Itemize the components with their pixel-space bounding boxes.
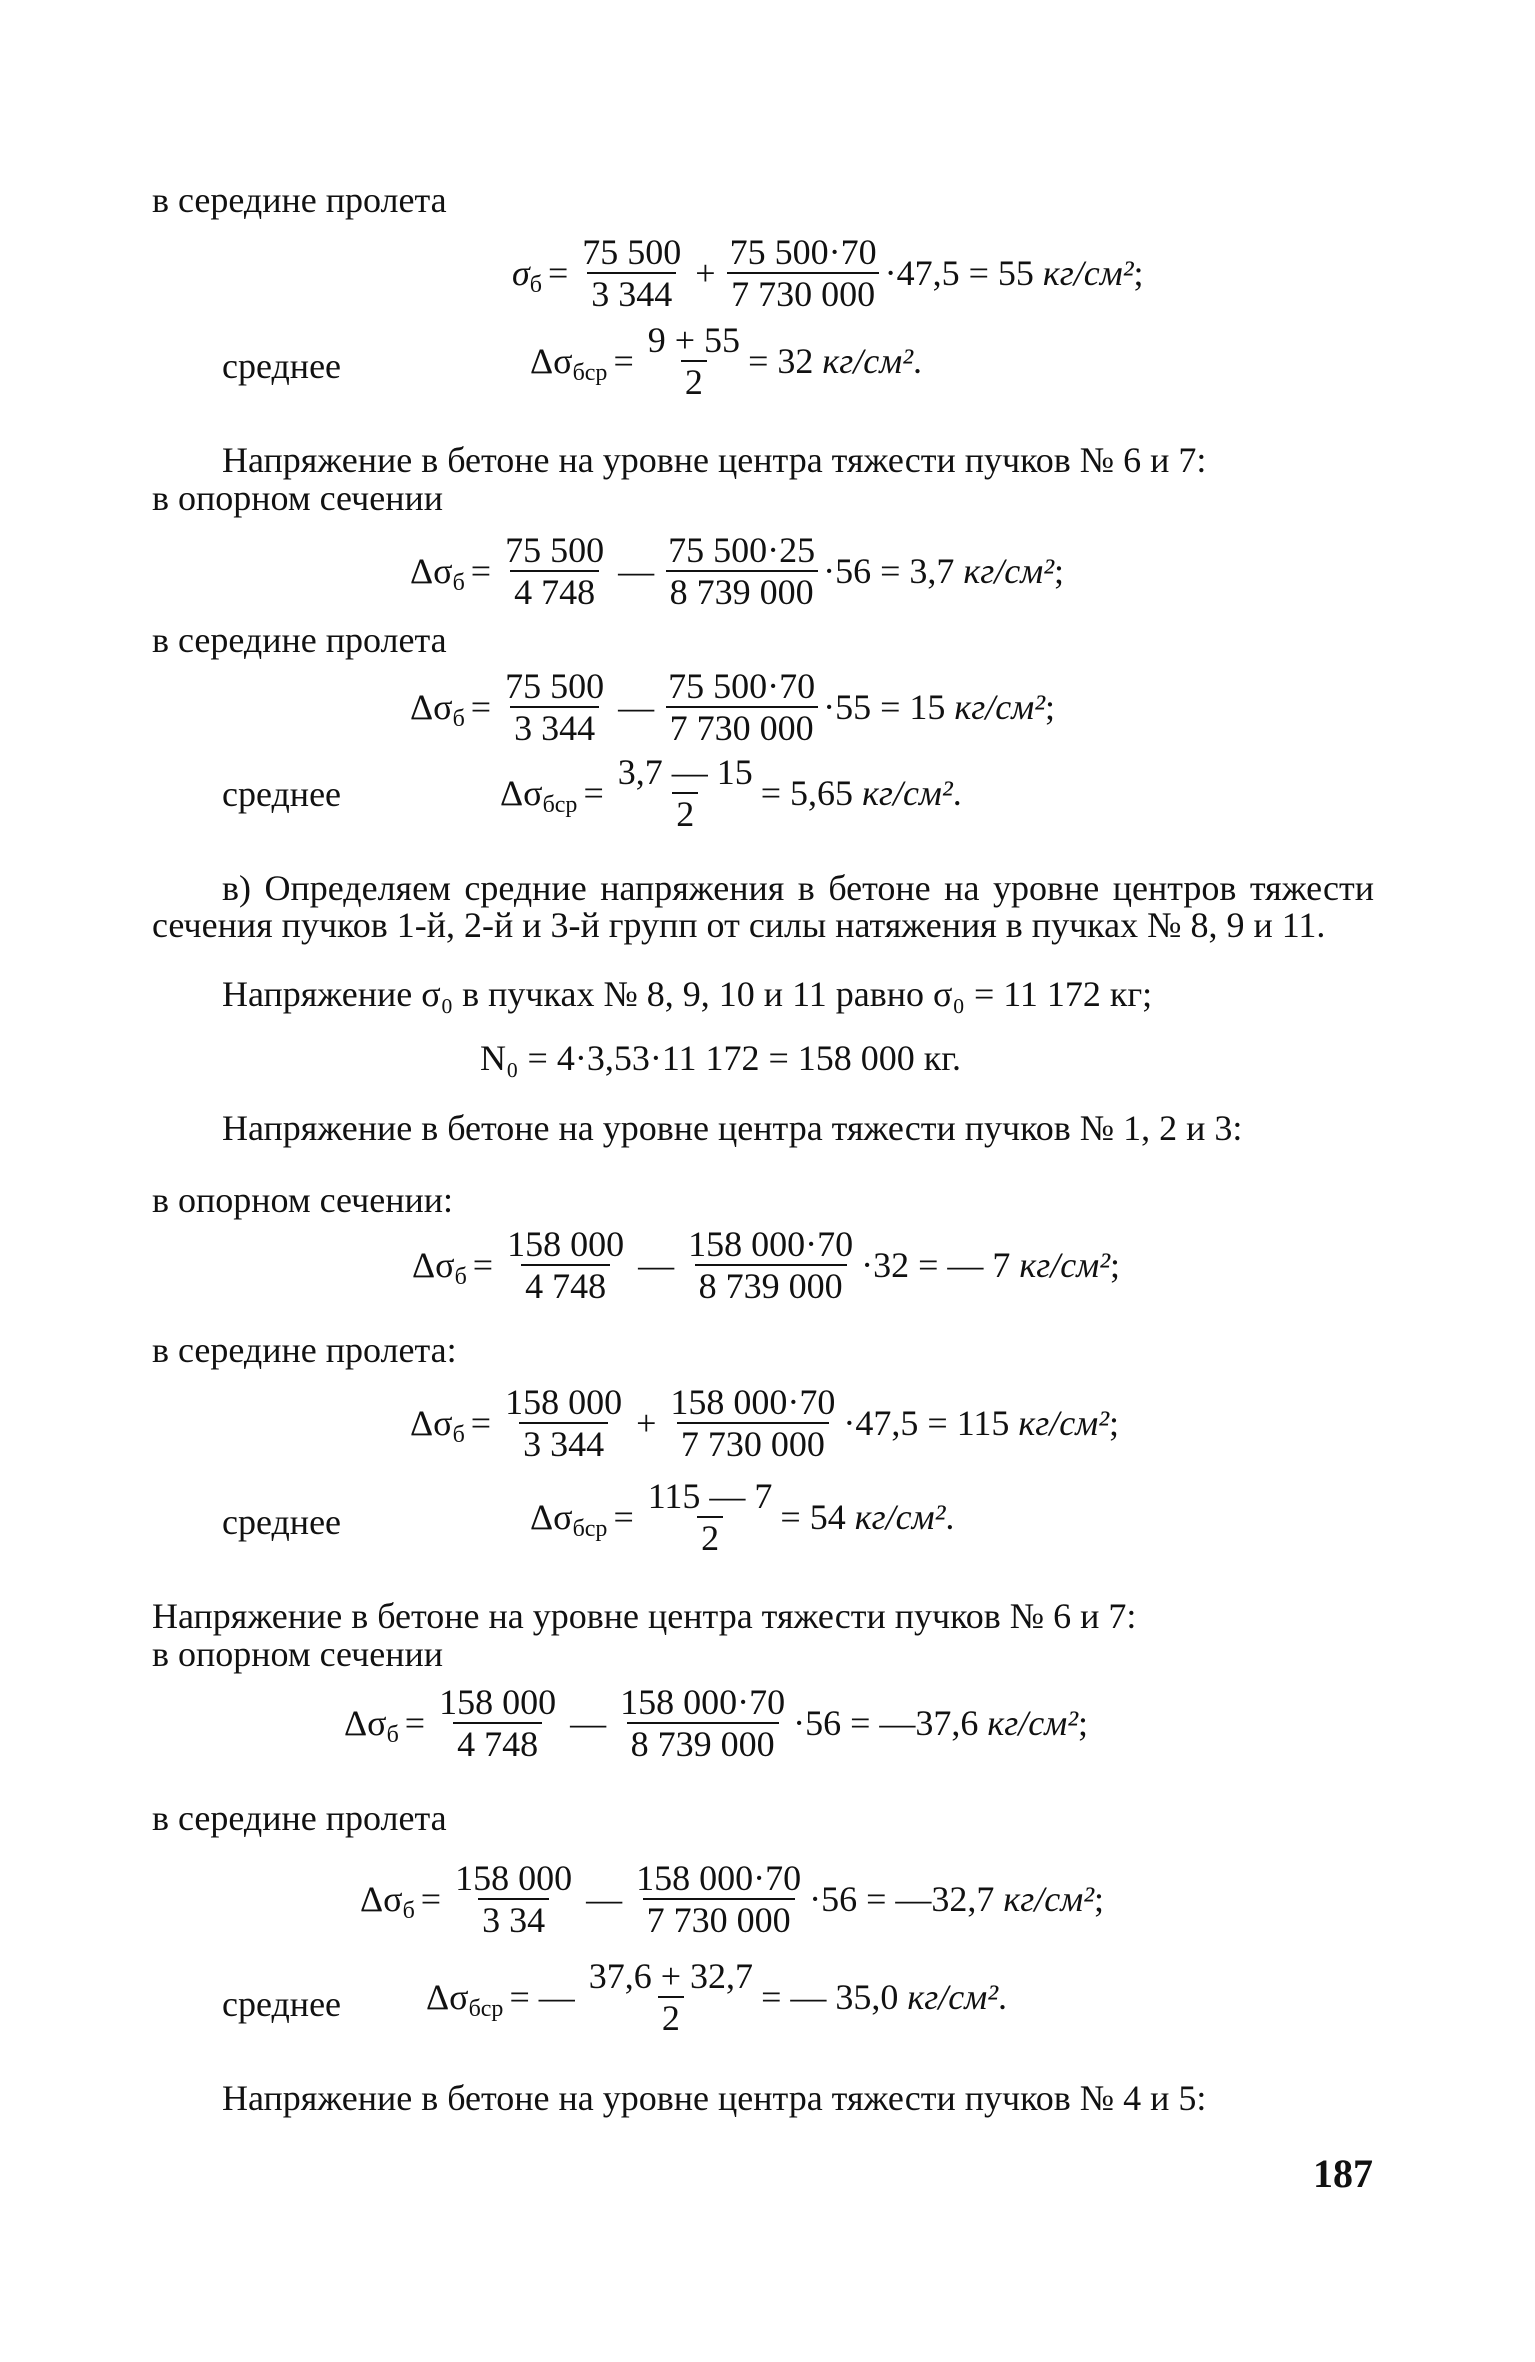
equation-dsigma-midspan-1: Δσ б = $\frac{75 500}{3 344}$ — $\frac{75 500\cdot 70}{7 730 000}$ ·55 = 15 кг/см² ; — [410, 666, 1056, 748]
page-number: 187 — [1313, 2151, 1373, 2196]
fraction: $\frac{158 000\cdot 70}{8 739 000}$ — [688, 1224, 854, 1306]
label-support-section: в опорном сечении: — [152, 1180, 454, 1220]
fraction: $\frac{9 + 55}{2}$ — [647, 320, 741, 402]
equation-average-2: Δσ бср = $\frac{3,7 — 15}{2}$ = 5,65 кг/см² . — [500, 752, 962, 834]
fraction: $\frac{75 500\cdot 70}{7 730 000}$ — [726, 232, 881, 314]
label-mid-span: в середине пролета — [152, 180, 447, 220]
fraction: $\frac{158 000}{3 34}$ — [455, 1858, 573, 1940]
paragraph-bundles-6-7-b: Напряжение в бетоне на уровне центра тяжести пучков № 6 и 7: — [152, 1596, 1137, 1636]
fraction: $\frac{75 500}{4 748}$ — [505, 530, 605, 612]
equation-n0: N₀ = 4·3,53·11 172 = 158 000 кг. — [480, 1038, 961, 1078]
fraction: $\frac{3,7 — 15}{2}$ — [617, 752, 753, 834]
fraction: $\frac{158 000\cdot 70}{8 739 000}$ — [620, 1682, 786, 1764]
label-average: среднее — [222, 1502, 342, 1542]
paragraph-bundles-6-7: Напряжение в бетоне на уровне центра тяжести пучков № 6 и 7: — [222, 440, 1207, 480]
fraction: $\frac{115 — 7}{2}$ — [647, 1476, 773, 1558]
equation-average-4: Δσ бср = — $\frac{37,6 + 32,7}{2}$ = — 35,0 кг/см² . — [426, 1956, 1008, 2038]
label-mid-span: в середине пролета — [152, 1798, 447, 1838]
label-average: среднее — [222, 774, 342, 814]
label-average: среднее — [222, 346, 342, 386]
fraction: $\frac{75 500}{3 344}$ — [505, 666, 605, 748]
fraction: $\frac{37,6 + 32,7}{2}$ — [588, 1956, 754, 2038]
paragraph-bundles-1-2-3: Напряжение в бетоне на уровне центра тяжести пучков № 1, 2 и 3: — [222, 1108, 1243, 1148]
equation-dsigma-support-1: Δσ б = $\frac{75 500}{4 748}$ — $\frac{75 500\cdot 25}{8 739 000}$ ·56 = 3,7 кг/см² ; — [410, 530, 1065, 612]
label-support-section: в опорном сечении — [152, 478, 444, 518]
equation-average-1: Δσ бср = $\frac{9 + 55}{2}$ = 32 кг/см² . — [530, 320, 923, 402]
label-average: среднее — [222, 1984, 342, 2024]
fraction: $\frac{158 000}{4 748}$ — [439, 1682, 557, 1764]
label-mid-span: в середине пролета: — [152, 1330, 457, 1370]
equation-dsigma-support-2: Δσ б = $\frac{158 000}{4 748}$ — $\frac{158 000\cdot 70}{8 739 000}$ ·32 = — 7 кг/см² ; — [412, 1224, 1121, 1306]
label-mid-span: в середине пролета — [152, 620, 447, 660]
equation-sigma-b-midspan: σ б = $\frac{75 500}{3 344}$ + $\frac{75 500\cdot 70}{7 730 000}$ ·47,5 = 55 кг/см² ; — [512, 232, 1144, 314]
equation-dsigma-midspan-3: Δσ б = $\frac{158 000}{3 34}$ — $\frac{158 000\cdot 70}{7 730 000}$ ·56 = —32,7 кг/см² ; — [360, 1858, 1105, 1940]
paragraph-section-v: в) Определяем средние напряжения в бетоне на уровне центров тяжести сечения пучков 1-й, 2-й и 3-й групп от силы натяжения в пучках № 8, 9 и 11. — [152, 868, 1374, 945]
label-support-section: в опорном сечении — [152, 1634, 444, 1674]
fraction: $\frac{158 000}{4 748}$ — [507, 1224, 625, 1306]
equation-dsigma-midspan-2: Δσ б = $\frac{158 000}{3 344}$ + $\frac{158 000\cdot 70}{7 730 000}$ ·47,5 = 115 кг/см² ; — [410, 1382, 1120, 1464]
fraction: $\frac{75 500\cdot 25}{8 739 000}$ — [664, 530, 819, 612]
paragraph-bundles-4-5: Напряжение в бетоне на уровне центра тяжести пучков № 4 и 5: — [222, 2078, 1207, 2118]
fraction: $\frac{75 500\cdot 70}{7 730 000}$ — [664, 666, 819, 748]
fraction: $\frac{158 000\cdot 70}{7 730 000}$ — [670, 1382, 836, 1464]
fraction: $\frac{75 500}{3 344}$ — [582, 232, 682, 314]
fraction: $\frac{158 000\cdot 70}{7 730 000}$ — [636, 1858, 802, 1940]
paragraph-sigma-0: Напряжение σ₀ в пучках № 8, 9, 10 и 11 равно σ₀ = 11 172 кг; — [222, 974, 1153, 1014]
equation-dsigma-support-3: Δσ б = $\frac{158 000}{4 748}$ — $\frac{158 000\cdot 70}{8 739 000}$ ·56 = —37,6 кг/см² ; — [344, 1682, 1089, 1764]
fraction: $\frac{158 000}{3 344}$ — [505, 1382, 623, 1464]
equation-average-3: Δσ бср = $\frac{115 — 7}{2}$ = 54 кг/см² . — [530, 1476, 955, 1558]
